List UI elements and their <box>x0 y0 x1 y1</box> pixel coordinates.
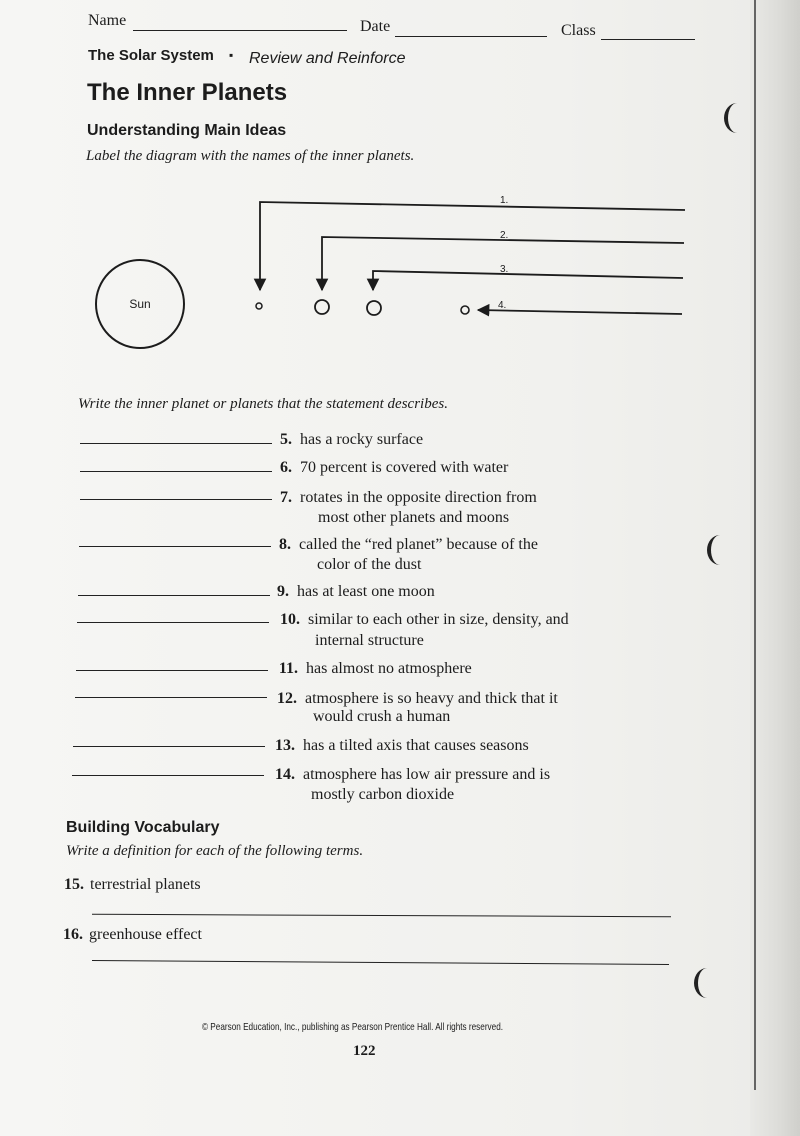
question-text: rotates in the opposite direction from <box>300 489 537 506</box>
answer-blank-10[interactable] <box>77 622 269 623</box>
question-11 <box>268 660 472 678</box>
question-13 <box>265 737 529 755</box>
question-text: has a tilted axis that causes seasons <box>303 737 529 754</box>
answer-blank-9[interactable] <box>78 595 270 596</box>
label-number-1: 1. <box>500 195 509 206</box>
answer-blank-7[interactable] <box>80 499 272 500</box>
question-text: atmosphere is so heavy and thick that it <box>305 690 558 707</box>
leader-line-3 <box>373 271 683 290</box>
question-number: 9. <box>277 583 289 600</box>
question-9 <box>259 583 435 601</box>
question-text: 70 percent is covered with water <box>300 459 509 476</box>
planet-venus <box>315 300 329 314</box>
question-14 <box>265 766 550 784</box>
vocabulary-heading: Building Vocabulary <box>66 819 220 836</box>
question-8 <box>261 536 538 554</box>
answer-blank-13[interactable] <box>73 746 265 747</box>
question-6 <box>262 459 508 477</box>
answer-blank-6[interactable] <box>80 471 272 472</box>
section-type: Review and Reinforce <box>249 50 406 67</box>
main-ideas-heading: Understanding Main Ideas <box>87 122 287 139</box>
question-number: 8. <box>279 536 291 553</box>
question-10 <box>270 611 569 629</box>
title-separator: ▪ <box>229 48 234 62</box>
question-text: atmosphere has low air pressure and is <box>303 766 551 783</box>
planet-earth <box>367 301 381 315</box>
term-15 <box>64 876 201 894</box>
question-14-cont: mostly carbon dioxide <box>311 786 455 803</box>
question-text: has at least one moon <box>297 583 435 600</box>
question-5 <box>262 431 423 449</box>
page-title: The Inner Planets <box>87 79 288 106</box>
page-edge <box>750 0 800 1136</box>
punch-hole-mark-top <box>724 103 750 133</box>
punch-hole-mark-bottom <box>694 968 720 998</box>
diagram-instruction: Label the diagram with the names of the inner planets. <box>86 148 415 164</box>
label-number-4: 4. <box>498 300 507 311</box>
class-field[interactable] <box>601 39 695 40</box>
answer-blank-5[interactable] <box>80 443 272 444</box>
question-number: 6. <box>280 459 292 476</box>
question-number: 5. <box>280 431 292 448</box>
definition-line-16[interactable] <box>92 960 669 965</box>
question-10-cont: internal structure <box>315 632 424 649</box>
question-number: 14. <box>275 766 295 783</box>
term-text: terrestrial planets <box>90 876 201 893</box>
question-number: 11. <box>278 660 298 677</box>
vocabulary-instruction: Write a definition for each of the following terms. <box>66 843 364 859</box>
answer-blank-14[interactable] <box>72 775 264 776</box>
question-number: 12. <box>277 690 297 707</box>
question-text: has almost no atmosphere <box>306 660 472 677</box>
question-7 <box>262 489 537 507</box>
answer-blank-8[interactable] <box>79 546 271 547</box>
question-7-cont: most other planets and moons <box>318 509 510 526</box>
planet-mars <box>461 306 469 314</box>
name-label: Name <box>88 12 127 29</box>
punch-hole-mark-middle <box>707 535 733 565</box>
date-label: Date <box>360 18 391 35</box>
label-number-3: 3. <box>500 264 509 275</box>
class-label: Class <box>561 22 596 39</box>
leader-line-4 <box>478 310 682 314</box>
page-number: 122 <box>353 1043 376 1059</box>
term-text: greenhouse effect <box>89 926 202 943</box>
inner-planets-diagram <box>0 180 760 370</box>
planet-mercury <box>256 303 262 309</box>
term-16 <box>63 926 202 944</box>
term-number: 15. <box>64 876 84 893</box>
question-12 <box>267 690 558 708</box>
statements-instruction: Write the inner planet or planets that the statement describes. <box>78 396 448 412</box>
question-12-cont: would crush a human <box>313 708 451 725</box>
question-text: called the “red planet” because of the <box>299 536 538 553</box>
answer-blank-12[interactable] <box>75 697 267 698</box>
date-field[interactable] <box>395 36 547 37</box>
answer-blank-11[interactable] <box>76 670 268 671</box>
question-number: 10. <box>280 611 300 628</box>
label-number-2: 2. <box>500 230 509 241</box>
term-number: 16. <box>63 926 83 943</box>
copyright-notice: © Pearson Education, Inc., publishing as Pearson Prentice Hall. All rights reserved. <box>202 1021 504 1033</box>
page-edge-line <box>754 0 756 1090</box>
question-number: 7. <box>280 489 292 506</box>
definition-line-15[interactable] <box>92 914 671 918</box>
sun-label: Sun <box>129 297 151 311</box>
question-8-cont: color of the dust <box>317 556 422 573</box>
name-field[interactable] <box>133 30 347 31</box>
chapter-title: The Solar System <box>88 47 214 64</box>
question-text: has a rocky surface <box>300 431 424 448</box>
question-text: similar to each other in size, density, and <box>308 611 569 628</box>
question-number: 13. <box>275 737 295 754</box>
